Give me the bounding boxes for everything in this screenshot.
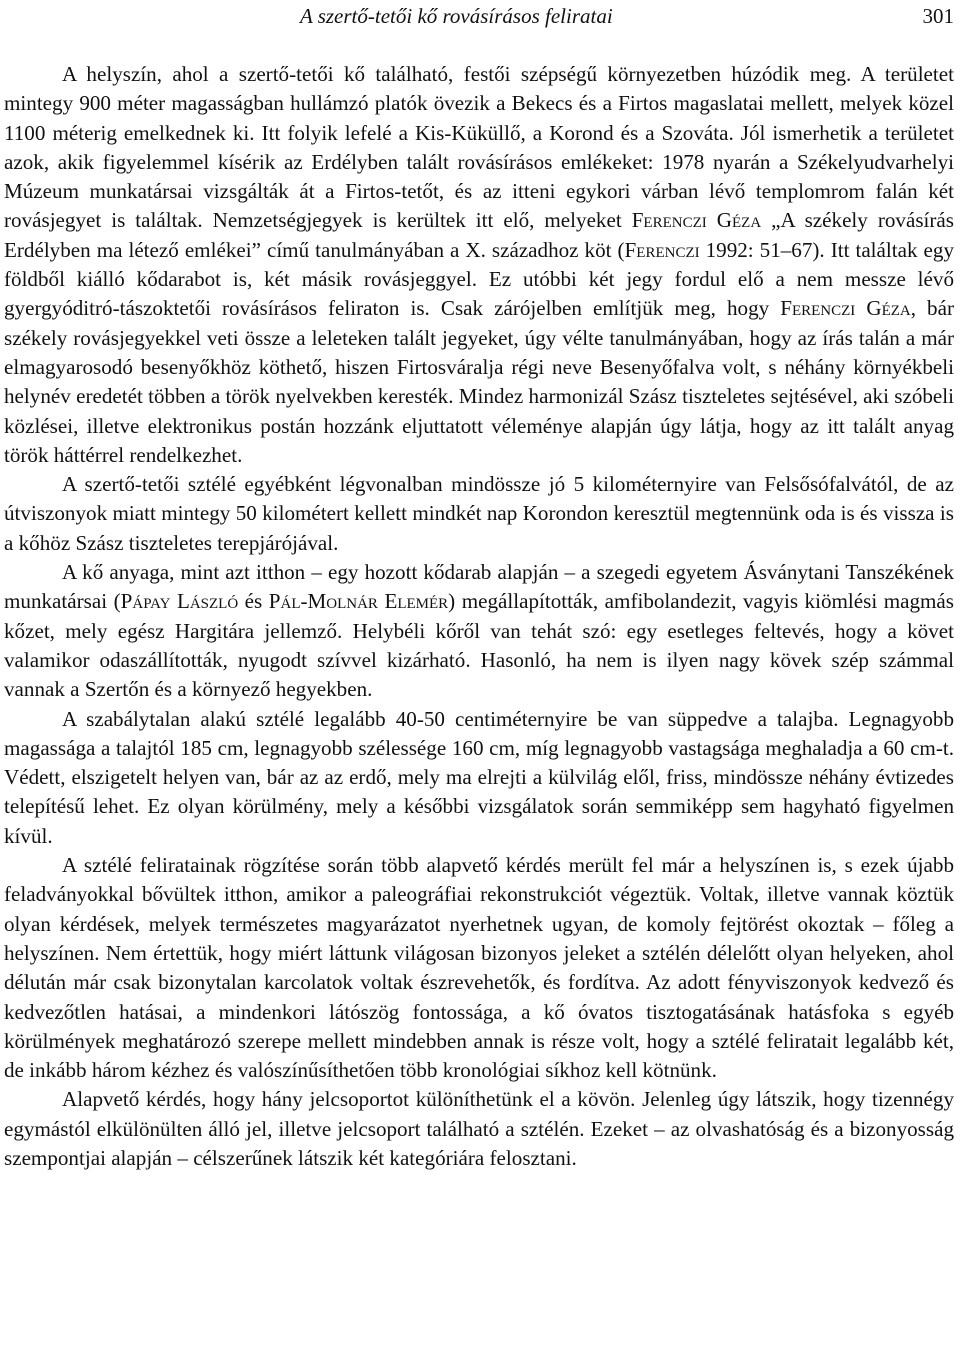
author-name: Pál-Molnár Elemér: [268, 589, 449, 614]
author-name: Pápay László: [120, 589, 239, 614]
paragraph-text: Alapvető kérdés, hogy hány jelcsoportot különíthetünk el a kövön. Jelenleg úgy látszik, hogy tizennégy egymástól elkülönülten álló jel, illetve jelcsoport található a sztélén. Ezeket – az olvashatóság és a bizonyosság szempontjai alapján – célszerűnek látszik két kategóriára felosztani.: [4, 1087, 954, 1170]
paragraph: [4, 851, 954, 1085]
running-title: A szertő-tetői kő rovásírásos feliratai: [300, 4, 613, 28]
paragraph-text: és: [238, 589, 269, 614]
running-header: [4, 2, 954, 36]
author-name: Ferenczi: [624, 237, 700, 262]
paragraph-text: A szertő-tetői sztélé egyébként légvonalban mindössze jó 5 kilométernyire van Felsősófalvától, de az útviszonyok miatt mintegy 50 kilométert kellett mindkét nap Korondon keresztül megtennünk oda is és vissza is a kőhöz Szász tiszteletes terepjárójával.: [4, 472, 954, 555]
paragraph-text: ) megállapították, amfibolandezit, vagyis kiömlési magmás kőzet, mely egész Hargitára jellemző. Helybéli kőről van tehát szó: egy esetleges feltevés, hogy a követ valamikor odaszállították, nyugodt szívvel kizárható. Hasonló, ha nem is ilyen nagy kövek szép számmal vannak a Szertőn és a környező hegyekben.: [4, 589, 955, 702]
paragraph: [4, 1085, 954, 1173]
book-page: [4, 0, 954, 1355]
body-text: [4, 60, 954, 1173]
paragraph-text: A helyszín, ahol a szertő-tetői kő található, festői szépségű környezetben húzódik meg. A területet mintegy 900 méter magasságban hullámzó platók övezik a Bekecs és a Firtos magaslatai mellett, melyek közel 1100 méterig emelkednek ki. Itt folyik lefelé a Kis-Küküllő, a Korond és a Szováta. Jól ismerhetik a területet azok, akik figyelemmel kísérik az Erdélyben talált rovásírásos emlékeket: 1978 nyarán a Székelyudvarhelyi Múzeum munkatársai vizsgálták át a Firtos-tetőt, és az itteni egykori várban lévő templomrom falán két rovásjegyet is találtak. Nemzetségjegyek is kerültek itt elő, melyeket: [4, 62, 954, 233]
paragraph: [4, 470, 954, 558]
paragraph-text: „A székely rovásírás Erdélyben ma létező emlékei” című tanulmányában a X. századhoz köt (: [4, 208, 954, 262]
paragraph-text: A sztélé feliratainak rögzítése során több alapvető kérdés merült fel már a helyszínen is, s ezek újabb feladványokkal bővültek itthon, amikor a paleográfiai rekonstrukciót végeztük. Voltak, illetve vannak köztük olyan kérdések, melyek természetes magyarázatot nyerhetnek ugyan, de komoly fejtörést okoztak – főleg a helyszínen. Nem értettük, hogy miért láttunk világosan bizonyos jeleket a sztélén délelőtt olyan helyeken, ahol délután már csak bizonytalan karcolatok voltak észrevehetők, és fordítva. Az adott fényviszonyok kedvező és kedvezőtlen hatásai, a mindenkori látószög fontossága, a kő óvatos tisztogatásának hatásfoka s egyéb körülmények meghatározó szerepe mellett mindebben annak is része volt, hogy a sztélé feliratait legalább két, de inkább három kézhez és valószínűsíthetően több kronológiai síkhoz kell kötnünk.: [4, 853, 954, 1083]
author-name: Ferenczi Géza: [780, 296, 911, 321]
paragraph: [4, 60, 954, 470]
author-name: Ferenczi Géza: [631, 208, 762, 233]
paragraph-text: 1992: 51–67). Itt találtak egy földből kiálló kődarabot is, két másik rovásjeggyel. Ez utóbbi két jegy fordul elő a nem messze lévő gyergyóditró-tászoktetői rovásírásos feliraton is. Csak zárójelben említjük meg, hogy: [4, 237, 954, 321]
paragraph-text: , bár székely rovásjegyekkel veti össze a leleteken talált jegyeket, úgy vélte tanulmányában, hogy az írás talán a már elmagyarosodó besenyőkhöz köthető, hiszen Firtosváralja régi neve Besenyőfalva volt, s néhány környékbeli helynév eredetét többen a török nyelvekben keresték. Mindez harmonizál Szász tiszteletes sejtésével, aki szóbeli közlései, illetve elektronikus postán hozzánk eljuttatott véleménye alapján úgy látja, hogy az itt talált anyag török háttérrel rendelkezhet.: [4, 296, 954, 467]
paragraph: [4, 705, 954, 851]
paragraph: [4, 558, 954, 704]
paragraph-text: A kő anyaga, mint azt itthon – egy hozott kődarab alapján – a szegedi egyetem Ásványtani Tanszékének munkatársai (: [4, 560, 954, 614]
page-number: 301: [922, 4, 954, 28]
paragraph-text: A szabálytalan alakú sztélé legalább 40-50 centiméternyire be van süppedve a talajba. Legnagyobb magassága a talajtól 185 cm, legnagyobb szélessége 160 cm, míg legnagyobb vastagsága meghaladja a 60 cm-t. Védett, elszigetelt helyen van, bár az az erdő, mely ma elrejti a külvilág elől, friss, mindössze néhány évtizedes telepítésű lehet. Ez olyan körülmény, mely a későbbi vizsgálatok során semmiképp sem hagyható figyelmen kívül.: [4, 706, 954, 848]
